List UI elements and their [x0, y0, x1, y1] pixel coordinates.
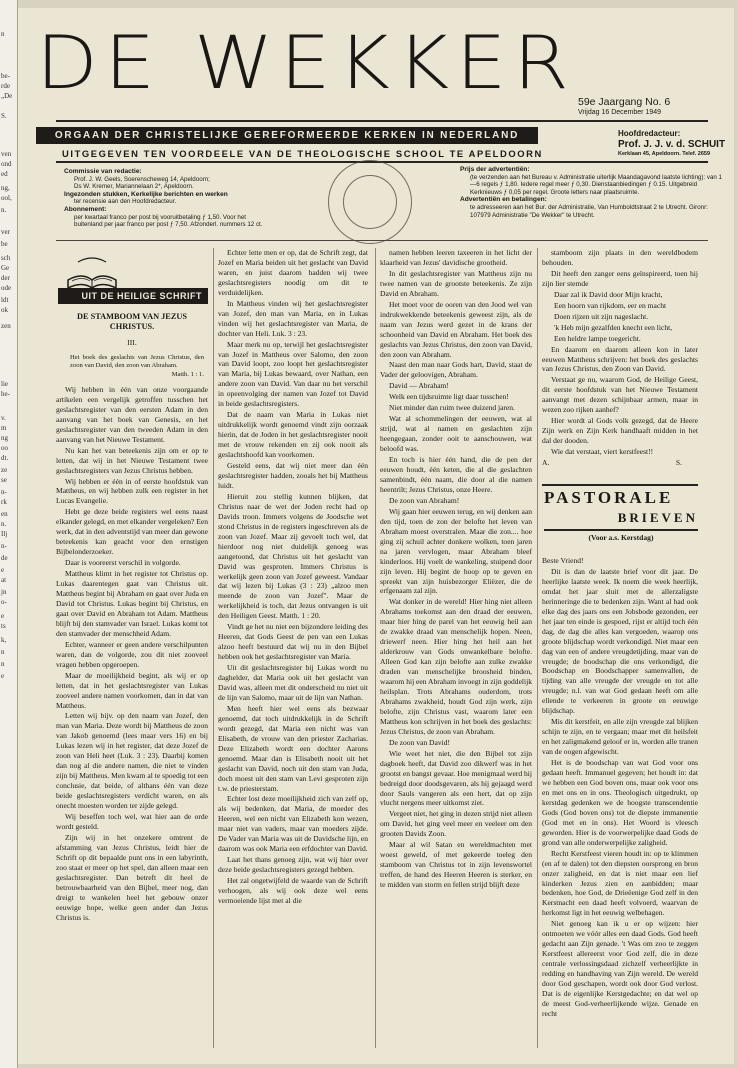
article-numeral: III. [127, 338, 137, 347]
paragraph: 'k Heb mijn gezalfden knecht een licht, [554, 322, 673, 332]
strip-fragment: n [1, 648, 5, 656]
pastorale-rule [544, 529, 698, 531]
masthead [36, 21, 708, 118]
paragraph: Wij hebben er één in of eerste hoofdstuk van Mattheus, en wij hebben zulk een register in het Lucas Evangelie. [56, 476, 208, 506]
strip-fragment: n- [1, 542, 7, 550]
column-1-text [56, 385, 208, 923]
strip-fragment: jn [1, 588, 7, 596]
strip-fragment: at [1, 576, 7, 584]
advertising-info [460, 166, 726, 219]
newspaper-title: DE WEKKER [36, 21, 576, 106]
paragraph: David — Abraham! [389, 381, 449, 391]
paragraph: Het moet voor de ooren van den Jood wel van indrukwekkende beteekenis geweest zijn, als de naam van Jezus werd gezet in de krans der schoonheid van David en Abraham. Het boek des geslachts van Jezus Christus, den zoon van David, den zoon van Abraham. [380, 299, 532, 359]
paragraph: Wij beseffen toch wel, wat hier aan de orde wordt gesteld. [56, 811, 208, 831]
strip-fragment: n [1, 660, 5, 668]
paragraph: Doen rijzen uit zijn nageslacht. [554, 311, 649, 321]
strip-fragment: be- [1, 72, 10, 80]
column-3 [380, 248, 532, 1068]
strip-fragment: k, [1, 636, 7, 644]
info-line: Commissie van redactie: [64, 168, 142, 175]
strip-fragment: ed [1, 170, 8, 178]
paragraph: Hieruit zou stellig kunnen blijken, dat Christus naar de wet der Joden recht had op Davids troon. Immers volgens de Joodsche wet stond Christus in de registers ingeschreven als de zoon van Jozef. Maar zij gevoelt toch wel, dat hierdoor nog niet duidelijk genoeg was aangetoond, dat Christus uit het geslacht van David was gesproten. Immers Christus is werkelijk geen zoon van Jozef geweest. Vandaar dat wij lezen bij Lukas (3 : 23) „alzoo men meende de zoon van Jozef". Maar de werkelijkheid is toch, dat Jezus ontvangen is uit den Heiligen Geest. Matth. 1 : 20. [218, 491, 368, 621]
editor-block [618, 129, 728, 158]
publisher-line: UITGEGEVEN TEN VOORDEELE VAN DE THEOLOGISCHE SCHOOL TE APELDOORN [62, 148, 543, 159]
editor-label: Hoofdredacteur: [618, 129, 681, 138]
article-heading: DE STAMBOOM VAN JEZUS CHRISTUS. [77, 312, 187, 331]
paragraph: Vergeet niet, het ging in dezen strijd niet alleen om David, het ging veel meer en veeleer om den grooten Davids Zoon. [380, 809, 532, 839]
strip-fragment: de [1, 554, 8, 562]
masthead-rule [56, 120, 708, 122]
strip-fragment: he- [1, 390, 10, 398]
editor-address: Kerklaan 45, Apeldoorn. Telef. 2659 [618, 151, 711, 157]
paragraph: Welk een tijdsruimte ligt daar tusschen! [389, 392, 509, 402]
paragraph: Gesteld eens, dat wij niet meer dan één geslachtsregister hadden, zooals het bij Mattheus luidt. [218, 461, 368, 490]
info-line: buitenland per jaar franco per post ƒ 7,50. Afzonderl. nummers 12 ct. [74, 221, 263, 229]
strip-fragment: S. [1, 112, 7, 120]
strip-fragment: sch [1, 254, 11, 262]
info-line: Prof. J. W. Geels, Soerenscheweg 14, Apeldoorn; [74, 175, 210, 183]
strip-fragment: be [1, 240, 8, 248]
paragraph: Een hoorn van rijkdom, eer en macht [554, 300, 667, 310]
paragraph: Recht Kerstfeest vieren houdt in: op te klimmen (en af te dalen) tot den diepsten oorsprong en bron onzer zaligheid, en dat is niet maar een lief kinderken Jezus zien en aanbidden; maar bedenken, hoe God, de Drieëenige God zelf in den Kerstnacht een daad heeft volvoerd, waarvan de herkomst ligt in het eeuwig welbehagen. [542, 848, 698, 918]
strip-fragment: v. [1, 414, 6, 422]
info-line: Ds W. Kremer, Mariannelaan 2*, Apeldoorn. [74, 183, 194, 191]
strip-fragment: Ilj [1, 530, 8, 538]
column-divider [375, 248, 376, 1048]
paragraph: In Mattheus vinden wij het geslachtsregister van Jozef, den man van Maria, en in Lukas vinden wij het geslachtsregister van Maria, de dochter van Heli. Luk. 3 : 23. [218, 298, 368, 338]
paragraph: In dit geslachtsregister van Mattheus zijn nu twee namen van de grootste beteekenis. Ze zijn David en Abraham. [380, 268, 532, 298]
editor-name: Prof. J. J. v. d. SCHUIT [618, 139, 726, 150]
paragraph: Echter lost deze moeilijkheid zich van zelf op, als wij bedenken, dat Maria, de moeder des Heeren, wel een nicht van Elizabeth kon wezen, maar niet van vaders, maar van moeders zijde. De Vader van Maria was uit de Davidsche lijn, en daarom was ook Maria een erfdochter van David. [218, 794, 368, 854]
info-line: Prijs der advertentiën: [460, 166, 530, 173]
paragraph: Daar zal ik David door Mijn kracht, [554, 289, 663, 299]
paragraph: En daarom en daarom alleen kon in later eeuwen Mattheus schrijven: het boek des geslachts van Jezus Christus, den Zoon van David. [542, 344, 698, 374]
strip-fragment: ok [1, 306, 8, 314]
adjacent-page-strip [0, 0, 18, 1068]
pastorale-subtitle: BRIEVEN [617, 510, 698, 525]
info-line: Abonnement: [64, 205, 107, 213]
strip-fragment: ven [1, 150, 12, 158]
strip-fragment: ng [1, 434, 8, 442]
strip-fragment: ool, [1, 194, 12, 202]
strip-fragment: ts [1, 622, 6, 630]
strip-fragment: Ge [1, 264, 10, 272]
pastorale-title: PASTORALE [544, 488, 674, 507]
strip-fragment: ze [1, 466, 8, 474]
paragraph: S. [675, 458, 682, 468]
strip-fragment: dt. [1, 454, 9, 462]
paragraph: Hebt ge deze beide registers wel eens naast elkander gelegd, en met elkander vergeleken? Een werk, dat in den adventstijd van meer dan gewone beteekenis kan geacht voor den ernstigen Bijbelonderzoeker. [56, 507, 208, 557]
strip-fragment: o- [1, 598, 7, 606]
paragraph: Beste Vriend! [542, 556, 584, 565]
info-line: Advertentiën en betalingen: [460, 196, 547, 204]
info-line: (te verzenden aan het Bureau v. Administratie uiterlijk Maandagavond laatste lichting): van 1—6 regels ƒ 1,80. Iedere regel meer ƒ 0,30. Dienstaanbiedingen ƒ 0.15. Uitgebreid Kerknieuws ƒ 0,05 per regel. Groote letters naar plaatsruimte. [470, 173, 722, 196]
organ-band: ORGAAN DER CHRISTELIJKE GEREFORMEERDE KERKEN IN NEDERLAND [36, 127, 538, 144]
strip-fragment: m [1, 424, 7, 432]
strip-fragment: n. [1, 206, 7, 214]
paragraph: Daar is vooreerst verschil in volgorde. [65, 558, 181, 568]
strip-fragment: ng, [1, 184, 10, 192]
paragraph: Letten wij bijv. op den naam van Jozef, den man van Maria. Deze wordt bij Mattheus de zoon van Jakob genoemd (lees maar vers 16) en bij Lukas lezen wij in het register, dat deze Jozef de zoon van Heli heet (Luk. 3 : 23). Daarbij komen dan nog al die andere namen, die niet te vinden zijn bij Mattheus. Men kwam al te spoedig tot een conclusie, dat beide, of althans één van deze beide geslachtsregisters verdicht waren, en als onecht moesten worden ter zijde gelegd. [56, 711, 208, 811]
paragraph: namen hebben leeren taxeeren in het licht der klaarheid van Jezus' davidische grootheid. [380, 248, 532, 267]
paragraph: Maar al wil Satan en wereldmachten met woest geweld, of met gekeerde toeleg den stamboom van Christus tot in zijn levenswortel treffen, de hand des Heeren Heeren is sterker, en te midden van storm en fellen strijd blijft deze [380, 840, 532, 890]
strip-fragment: ond [1, 160, 12, 168]
paragraph: Verstaat ge nu, waarom God, de Heilige Geest, dit eerste hoofdstuk van het Nieuwe Testament aanvangt met dezen schijnbaar armen, maar in wezen zoo rijken aanhef? [542, 375, 698, 415]
paragraph: Nu kan het van beteekenis zijn om er op te letten, dat wij in het Nieuwe Testament twee geslachtsregisters van Jezus Christus hebben. [56, 445, 208, 475]
column-4-rule [542, 484, 698, 486]
paragraph: Een heldre lampe toegericht. [554, 333, 641, 343]
paragraph: Mattheus klimt in het register tot Christus op. Lukas daarentegen gaat van Christus uit. Mattheus begint bij Abraham en gaat over Juda en David tot Christus. Lukas begint bij Christus, en gaat over David en Abraham tot Adam. Mattheus blijft bij den stamvader van Israel. Lukas komt tot den stamvader der menschheid Adam. [56, 569, 208, 638]
section-badge: UIT DE HEILIGE SCHRIFT [58, 288, 208, 304]
paragraph: Maar de moeilijkheid begint, als wij er op letten, dat in het geslachtsregister van Lukas zooveel andere namen voorkomen, dan in dat van Mattheus. [56, 670, 208, 710]
paragraph: stamboom zijn plaats in den wereldbodem behouden. [542, 248, 698, 267]
info-line: te adresseeren aan het Bur. der Administratie, Van Humboldtstraat 2 te Utrecht. Gironr: 107979 Administratie "De Wekker" te Utrecht. [470, 203, 708, 219]
subscription-info [64, 168, 314, 229]
strip-fragment: rk [1, 498, 7, 506]
paragraph: Wij hebben in één van onze voorgaande artikelen een vergelijk getroffen tusschen het geslachtsregister van den eersten Adam in den aanvang van het boek van Genesis, en het geslachtsregister van den tweeden Adam in den aanvang van het Nieuwe Testament. [56, 384, 208, 444]
column-divider [537, 248, 538, 1048]
paragraph: Het zal ongetwijfeld de waarde van de Schrift verhoogen, als wij ook deze wel eens vermoeiende lijst met al die [218, 876, 368, 905]
strip-fragment: e [1, 566, 5, 574]
paragraph: De zoon van Abraham! [389, 495, 460, 505]
paragraph: Echter, wanneer er geen andere verschilpunten waren, dan de volgorde, zou dit niet zooveel vragen hebben opgeroepen. [56, 639, 208, 669]
paragraph: Wie weet het niet, die den Bijbel tot zijn dagboek heeft, dat David zoo dikwerf was in het grootst en bangst gevaar. Hoe menigmaal werd hij bedreigd door doodsgevaren, als hij gejaagd werd door Sauls vangeren als een hert, dat op zijn vlucht nergens meer uitkomst ziet. [380, 748, 532, 808]
strip-fragment: n. [1, 520, 7, 528]
paragraph: Wat al schommelingen der eeuwen, wat al strijd, wat al namen en geslachten zijn heengegaan, zonder ooit te aanschouwen, wat beloofd was. [380, 414, 532, 454]
strip-fragment: „De [1, 92, 13, 100]
strip-fragment: oo [1, 444, 8, 452]
strip-fragment: e [1, 612, 5, 620]
issue-date: Vrijdag 16 December 1949 [578, 109, 662, 116]
info-line: per kwartaal franco per post bij vooruitbetaling ƒ 1,50. Voor het [74, 213, 246, 221]
paragraph: Zijn wij in het onzekere omtrent de afstamming van Jezus Christus, leidt hier de Schrift op dit bepaalde punt ons in een labyrinth, zoo staat er meer op het spel, dan alleen maar een geslachtsregister. Dan betreft dit heel de betrouwbaarheid van den Bijbel, meer nog, dan dreigt te wankelen heel het gebouw onzer eeuwige hope, welke geen ander dan Jezus Christus is. [56, 832, 208, 922]
column-2 [218, 248, 368, 1068]
strip-fragment: lie [1, 380, 8, 388]
strip-fragment: rde [1, 82, 10, 90]
school-seal-icon [328, 160, 412, 244]
column-divider [213, 248, 214, 1048]
paragraph: Wij gaan hier eeuwen terug, en wij denken aan den tijd, toen de zon der belofte het leven van Abraham moest overstralen. Maar die zon.... hoe ging zij schuil achter donkere wolken, toen jaren na jaren vervlogen, maar Abraham bleef kinderloos. Hij voelt de wankeling, stuipend door zijn leven. Hij begint de hoop op te geven en spreekt van zijn huisbezorger Eliëzer, die de erfgenaam zal zijn. [380, 506, 532, 596]
issue-number: 59e Jaargang No. 6 [578, 96, 671, 108]
strip-fragment: e [1, 672, 5, 680]
scripture-quote: Het boek des geslachts van Jezus Christus, den zoon van David, den zoon van Abraham. [70, 353, 204, 369]
issue-info [578, 96, 700, 117]
paragraph: En toch is hier één hand, die de pen der eeuwen houdt, één keten, die al die geslachten samenbindt, één naam, die door al die namen heentrilt; Jezus Christus, onze Heere. [380, 455, 532, 494]
strip-fragment: der [1, 274, 10, 282]
paragraph: Naast den man naar Gods hart, David, staat de Vader der geloovigen, Abraham. [380, 360, 532, 380]
strip-fragment: en [1, 510, 8, 518]
paragraph: Laat het thans genoeg zijn, wat wij hier over deze beide geslachtsregisters gezegd hebben. [218, 855, 368, 875]
column-4-letter [542, 556, 698, 1066]
info-line: ter recensie aan den Hoofdredacteur. [74, 198, 177, 206]
paragraph: Vindt ge het nu niet een bijzondere leiding des Heeren, dat Gods Geest de pen van een Lukas alzoo heeft bestuurd dat wij nu in den Bijbel hebben ook het geslachtsregister van Maria. [218, 622, 368, 662]
paragraph: Dit heeft den zanger eens geïnspireerd, toen hij zijn lier stemde [542, 268, 698, 288]
strip-fragment: se [1, 476, 7, 484]
paragraph: De zoon van David! [389, 737, 450, 747]
pastorale-occasion: (Voor a.s. Kerstdag) [588, 533, 654, 542]
paragraph: Niet minder dan ruim twee duizend jaren. [389, 403, 515, 413]
paragraph: Het is de boodschap van wat God voor ons gedaan heeft. Immanuel gegeven; het houdt in: dat we hebben een God boven ons, maar ook voor ons en met ons en in ons. Theologisch uitgedrukt, op kerstdag gedenken we de hoogste transcendentie Gods (God boven ons) tot de diepste immanentie (God met en in ons). Het Woord is vleesch geworden. Hier is de voorwerpelijke daad Gods de grond van alle onderwerpelijke zaligheid. [542, 758, 698, 847]
info-line: Ingezonden stukken, Kerkelijke berichten en werken [64, 190, 228, 198]
paragraph: Maar merk nu op, terwijl het geslachtsregister van Jozef in Mattheus over Salomo, den zoon van David loopt, zoo loopt het geslachtsregister van Maria, bij Lukas bewaard, over Nathan, een andere zoon van David. Van daar nu het verschil in opeenvolging der namen van Jozef tot David in beide geslachtsregisters. [218, 339, 368, 409]
paragraph: Wat donker in de wereld! Hier hing niet alleen Abrahams toekomst aan den draad der eeuwen, maar hier hing de parel van het eeuwig heil aan de zwakke draad van menschelijk hopen. Neen, driewerf neen. Hier hing het heil aan het alderkrouw van Gods onwankelbare belofte. Alleen God kan zijn belofte aan zulke zwakke draden van menschelijke broosheid binden, waarom hij een Abraham invoegt in zijn goddelijk heilsplan. Trots Abrahams ouderdom, trots Abrahams zwakheid, houdt God zijn werk, zijn belofte, zijn Christus vast, waarom later een Mattheus kon schrijven in het boek des geslachts: Jezus Christus, de zoon van Abraham. [380, 597, 532, 736]
paragraph: Wie dat verstaat, viert kerstfeest!! [551, 447, 654, 457]
strip-fragment: ver [1, 228, 10, 236]
strip-fragment: zen [1, 322, 11, 330]
strip-fragment: n [1, 30, 5, 38]
paragraph: Hier wordt al Gods volk gezegd, dat de Heere Zijn werk en Zijn Kerk handhaaft midden in het dal der dooden. [542, 416, 698, 446]
info-rule [56, 240, 708, 241]
paragraph: A. [542, 458, 550, 468]
paragraph: Men heeft hier wel eens als bezwaar genoemd, dat toch uitdrukkelijk in de Schrift wordt gezegd, dat Maria een nicht was van Elisabeth, de vrouw van den priester Zacharias. Deze Elizabeth wordt een dochter Aarons genoemd. Maar dan is Elisabeth nooit uit het geslacht van David, noch uit den stam van Juda, doch moest uit den stam van Levi gesproten zijn t.w. de priesterstam. [218, 703, 368, 793]
paragraph: Uit dit geslachtsregister bij Lukas wordt nu daghelder, dat Maria ook uit het geslacht van David was, alleen met dit onderscheid nu niet uit de lijn van Salomo, maar uit de lijn van Nathan. [218, 663, 368, 702]
paragraph: Dat de naam van Maria in Lukas niet uitdrukkelijk wordt genoemd vindt zijn oorzaak hierin, dat de Joden in het geslachtsregister nooit met de vrouw rekenden en zij ook nooit als geslachtshoofd kan voorkomen. [218, 410, 368, 460]
paragraph: Niet genoeg kan ik u er op wijzen: hier ontmoeten we vóór alles een daad Gods. God heeft gedacht aan Zijn genade. 't Was om zoo te zeggen Kerstfeest allereerst voor God zelf, die in deze centrale verlossingsdaad zichzelf verheerlijkte in redding en handhaving van Zijn wereld. De wereld door God geschapen, wordt ook door God verlost. Dat is de eigenlijke Kerstgedachte; en dat wel op de meest God-verheerlijkende wijze. Genade en recht [542, 919, 698, 1018]
column-1 [56, 248, 208, 1068]
paragraph: Echter lette men er op, dat de Schrift zegt, dat Jozef en Maria beiden uit het geslacht van David waren, en juist daarom hadden wij twee geslachtsregisters noodig om dit te verduidelijken. [218, 248, 368, 297]
scripture-reference: Matth. 1 : 1. [171, 370, 204, 378]
strip-fragment: ode [1, 284, 12, 292]
strip-fragment: ldt [1, 296, 9, 304]
paragraph: Mis dit kerstfeit, en alle zijn vreugde zal blijken schijn te zijn, en te vergaan; maar met dit heilsfeit en het zaligmakend geloof er in, worden alle tranen van de oogen afgewischt. [542, 717, 698, 757]
strip-fragment: n- [1, 488, 7, 496]
paragraph: Dit is dan de laatste brief voor dit jaar. De heerlijke laatste week. Ik noem die week heerlijk, omdat het jaar sluit met de allerzaligste herinneringe die te bedenken zijn. Want al had ook elke dag des jaars ons een Jobsbode gezonden, eer het jaar ten einde is gespoed, rijst er altijd toch één dag, de dag die alles kan vergoeden, waarop ons groote blijdschap wordt verkondigd. Niet maar een dag van een of andere vreugdetijding, maar van de vreugde; de boodschap die ons verkondigd, die Boodschap en Boodschapper samenvallen, de tijding van alle vreugde der vreugde en tot alle vreugde; n.l. van wat God gedaan heeft om alle ellende te verkeeren in groote en eeuwige blijdschap. [542, 566, 698, 716]
column-4-top-text [542, 248, 698, 469]
pastorale-header [544, 488, 698, 542]
